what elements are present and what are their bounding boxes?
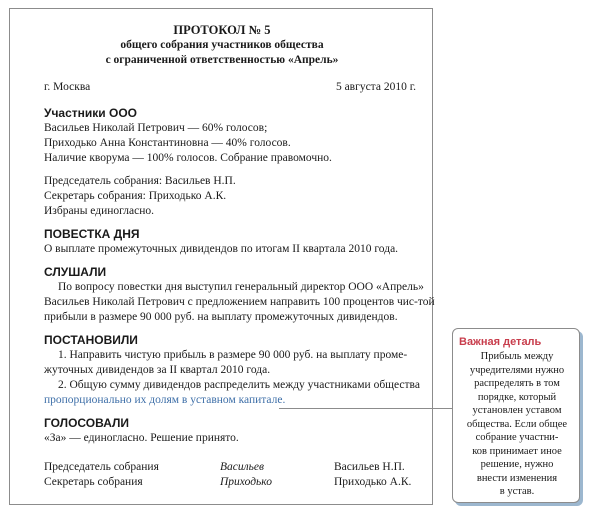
callout-leader-line — [279, 408, 455, 409]
note-line: ков принимает иное — [472, 445, 562, 457]
note-line: собрание участни- — [475, 432, 559, 443]
heard-line: прибыли в размере 90 000 руб. на выплату промежуточных дивидендов. — [44, 311, 398, 323]
note-line: учредителями нужно — [469, 364, 565, 376]
heard-line: Васильев Николай Петрович с предложением направить 100 процентов чис-той — [44, 296, 435, 308]
chairman-line: Председатель собрания: Васильев Н.П. — [44, 175, 236, 187]
agenda-heading: ПОВЕСТКА ДНЯ — [44, 227, 140, 241]
resolved-heading: ПОСТАНОВИЛИ — [44, 333, 138, 347]
note-line: решение, нужно — [480, 459, 554, 470]
resolved-line: 1. Направить чистую прибыль в размере 90 000 руб. на выплату проме- — [58, 349, 408, 361]
note-line: общества. Если общее — [466, 418, 568, 430]
participants-heading: Участники ООО — [44, 106, 137, 120]
doc-subtitle-2: с ограниченной ответственностью «Апрель» — [105, 54, 339, 66]
note-line: Прибыль между — [480, 351, 554, 362]
note-line: установлен уставом — [472, 405, 562, 416]
resolved-line: 2. Общую сумму дивидендов распределить между участниками общества — [58, 379, 420, 391]
meeting-place: г. Москва — [44, 81, 91, 93]
note-title: Важная деталь — [459, 336, 542, 348]
resolved-highlight: пропорционально их долям в уставном капитале. — [44, 394, 286, 406]
voted-text: «За» — единогласно. Решение принято. — [44, 432, 239, 444]
doc-subtitle-1: общего собрания участников общества — [120, 39, 324, 51]
note-line: порядке, который — [477, 391, 557, 403]
important-note-callout — [452, 328, 580, 503]
election-line: Избраны единогласно. — [44, 205, 155, 217]
protocol-document — [9, 8, 433, 505]
note-line: внести изменения — [476, 472, 558, 484]
secretary-line: Секретарь собрания: Приходько А.К. — [44, 190, 227, 202]
signature-name: Васильев Н.П. — [334, 461, 405, 473]
note-line: распределять в том — [474, 378, 560, 389]
handwritten-signature: Приходько — [220, 476, 272, 488]
participant-line: Приходько Анна Константиновна — 40% голосов. — [44, 137, 291, 149]
heard-line: По вопросу повестки дня выступил генеральный директор ООО «Апрель» — [58, 281, 424, 293]
heard-heading: СЛУШАЛИ — [44, 265, 107, 279]
resolved-line: жуточных дивидендов за II квартал 2010 года. — [44, 364, 271, 376]
doc-title: ПРОТОКОЛ № 5 — [173, 23, 271, 37]
agenda-text: О выплате промежуточных дивидендов по итогам II квартала 2010 года. — [44, 243, 399, 255]
signature-name: Приходько А.К. — [334, 476, 412, 488]
note-line: в устав. — [499, 486, 535, 497]
signature-role: Секретарь собрания — [44, 476, 143, 488]
meeting-date: 5 августа 2010 г. — [335, 81, 416, 93]
voted-heading: ГОЛОСОВАЛИ — [44, 416, 130, 430]
signature-role: Председатель собрания — [44, 461, 159, 473]
participant-line: Васильев Николай Петрович — 60% голосов; — [44, 122, 268, 134]
quorum-line: Наличие кворума — 100% голосов. Собрание правомочно. — [44, 152, 332, 164]
handwritten-signature: Васильев — [220, 461, 264, 473]
